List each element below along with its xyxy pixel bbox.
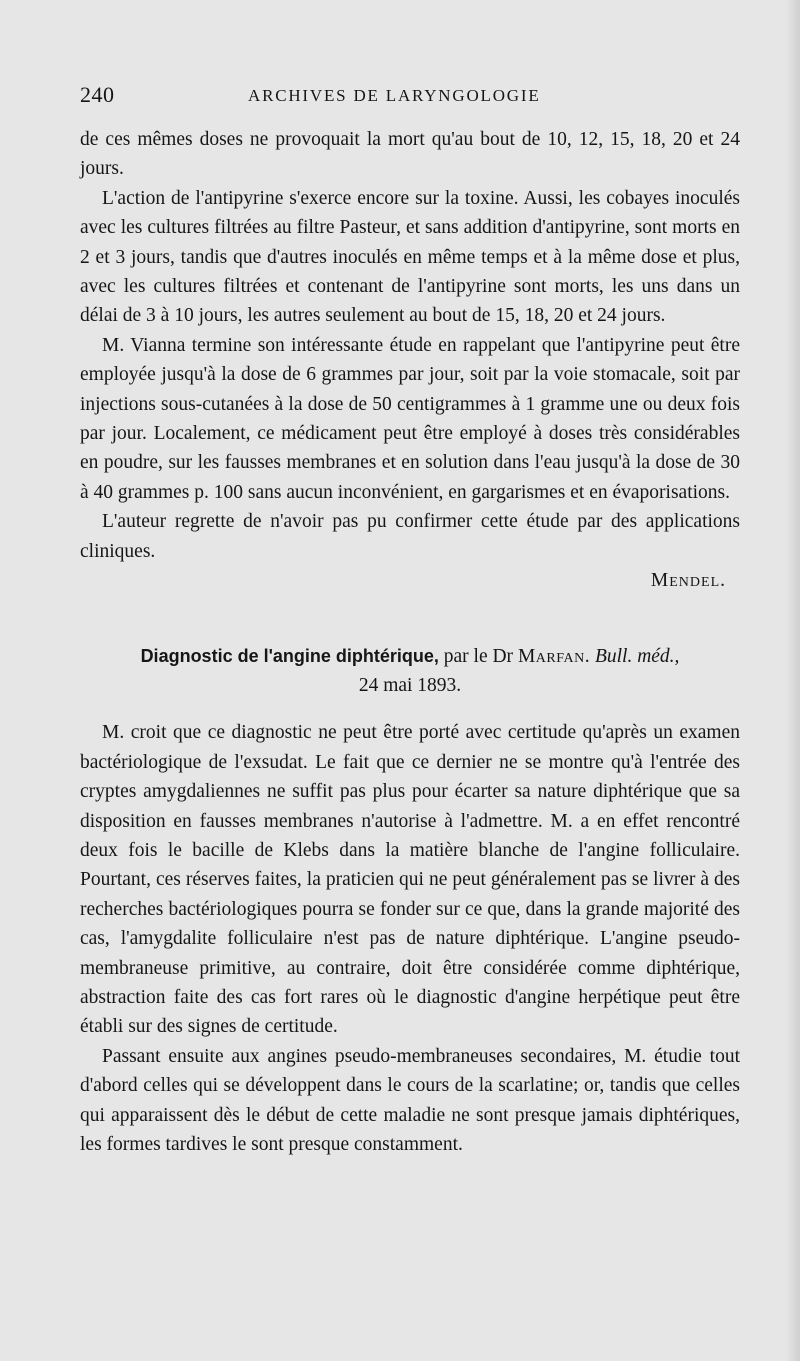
paragraph: L'action de l'antipyrine s'exerce encore sur la toxine. Aussi, les cobayes inoculés avec les cultures filtrées au filtre Pasteur, et sans addition d'antipyrine, sont morts en 2 et 3 jours, tandis que d'autres inoculés en même temps et à la même dose et plus, avec les cultures filtrées et contenant de l'antipyrine sont morts, les uns dans un délai de 3 à 10 jours, les autres seulement au bout de 15, 18, 20 et 24 jours. <box>80 187 740 327</box>
article-author: Marfan. <box>517 645 591 667</box>
paragraph: M. Vianna termine son intéressante étude en rappelant que l'antipyrine peut être employée jusqu'à la dose de 6 grammes par jour, soit par la voie stomacale, soit par injections sous-cutanées à la dose de 50 centigrammes à 1 gramme une ou deux fois par jour. Localement, ce médicament peut être employé à doses très considérables en poudre, sur les fausses membranes et en solution dans l'eau jusqu'à la dose de 30 à 40 grammes p. 100 sans aucun inconvénient, en gargarismes et en évaporisations. <box>80 334 740 503</box>
page-header <box>80 82 740 114</box>
article-by: par le Dr <box>443 645 514 667</box>
paragraph-text: L'auteur regrette de n'avoir pas pu confirmer cette étude par des applications cliniques. <box>80 511 740 562</box>
article-paragraph: M. croit que ce diagnostic ne peut être porté avec certitude qu'après un examen bactériologique de l'exsudat. Le fait que ce dernier ne se montre qu'à l'entrée des cryptes amygdaliennes ne suffit pas plus pour écarter sa nature diphtérique que sa disposition en fausses membranes n'autorise à l'admettre. M. a en effet rencontré deux fois le bacille de Klebs dans la matière blanche de l'angine folliculaire. Pourtant, ces réserves faites, la praticien qui ne peut généralement pas se livrer à des recherches bactériologiques pourra se fonder sur ce que, dans la grande majorité des cas, l'amygdalite folliculaire n'est pas de nature diphtérique. L'angine pseudo-membraneuse primitive, au contraire, doit être considérée comme diphtérique, abstraction faite des cas fort rares où le diagnostic d'angine herpétique peut être établi sur des signes de certitude. <box>80 722 740 1038</box>
page-body <box>80 125 740 1159</box>
page-number: 240 <box>80 82 115 107</box>
signature-line <box>80 566 740 595</box>
paragraph <box>80 507 740 566</box>
page-edge-shadow <box>786 0 800 1361</box>
paragraph-continuation: de ces mêmes doses ne provoquait la mort qu'au bout de 10, 12, 15, 18, 20 et 24 jours. <box>80 129 740 180</box>
article-paragraph: Passant ensuite aux angines pseudo-membraneuses secondaires, M. étudie tout d'abord celles qui se développent dans le cours de la scarlatine; or, tandis que celles qui apparaissent dès le début de cette maladie ne sont presque jamais diphtériques, les formes tardives le sont presque constamment. <box>80 1045 740 1155</box>
article-heading <box>80 642 740 701</box>
article-journal: Bull. méd., <box>594 645 680 667</box>
article-title: Diagnostic de l'angine diphtérique, <box>140 645 439 666</box>
article-date: 24 mai 1893. <box>358 674 462 696</box>
running-head: ARCHIVES DE LARYNGOLOGIE <box>248 86 541 105</box>
spacer <box>80 700 740 718</box>
signature: Mendel. <box>650 570 726 592</box>
